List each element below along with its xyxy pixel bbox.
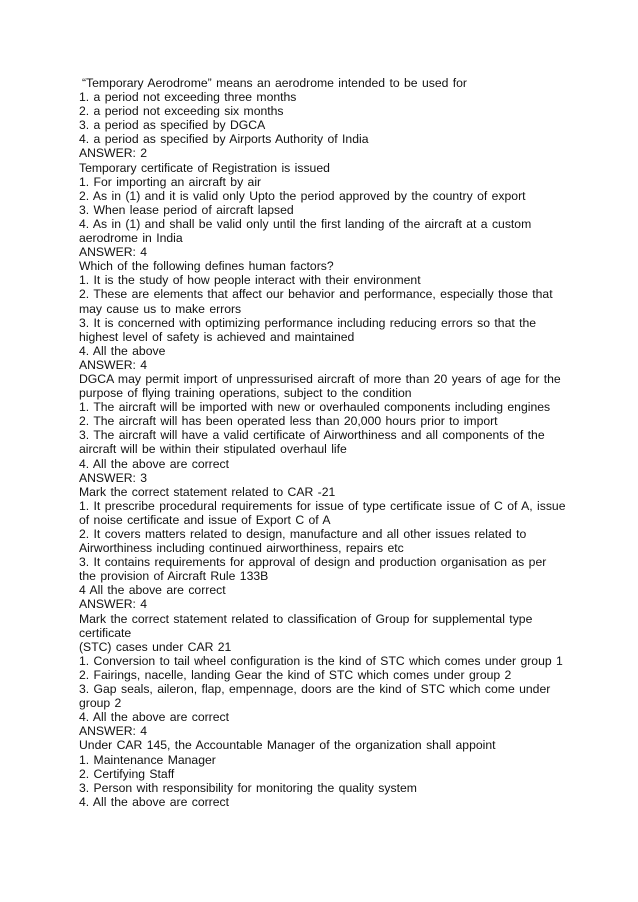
- text-line: 2. The aircraft will has been operated less than 20,000 hours prior to import: [79, 414, 498, 429]
- text-line: purpose of flying training operations, subject to the condition: [79, 386, 412, 401]
- text-line: 1. It is the study of how people interact with their environment: [79, 273, 421, 288]
- text-line: ANSWER: 4: [79, 724, 148, 739]
- text-line: 2. It covers matters related to design, manufacture and all other issues related to: [79, 527, 527, 541]
- text-line: 1. For importing an aircraft by air: [79, 174, 262, 189]
- text-line: 3. It contains requirements for approval of design and production organisation as per: [79, 555, 547, 570]
- text-line: ANSWER: 4: [79, 597, 148, 612]
- text-line: ANSWER: 2: [79, 146, 148, 161]
- text-line: 4. All the above are correct: [79, 710, 229, 725]
- text-line: Under CAR 145, the Accountable Manager of the organization shall appoint: [79, 738, 496, 753]
- text-line: DGCA may permit import of unpressurised aircraft of more than 20 years of age for the: [79, 371, 561, 386]
- document-text: [79, 76, 566, 809]
- text-line: certificate: [79, 625, 132, 640]
- text-line: ANSWER: 4: [79, 245, 148, 260]
- text-line: 1. Maintenance Manager: [79, 752, 216, 767]
- text-line: “Temporary Aerodrome” means an aerodrome intended to be used for: [82, 76, 467, 90]
- text-line: may cause us to make errors: [79, 301, 242, 316]
- text-line: 2. Fairings, nacelle, landing Gear the kind of STC which comes under group 2: [79, 667, 512, 682]
- text-line: (STC) cases under CAR 21: [79, 639, 232, 654]
- text-line: 3. Gap seals, aileron, flap, empennage, doors are the kind of STC which come under: [79, 682, 551, 697]
- text-line: ANSWER: 3: [79, 470, 148, 485]
- text-line: Mark the correct statement related to classification of Group for supplemental type: [79, 611, 533, 626]
- text-line: Which of the following defines human factors?: [79, 259, 334, 274]
- text-line: 1. Conversion to tail wheel configuration is the kind of STC which comes under group 1: [79, 653, 563, 668]
- text-line: 4. a period as specified by Airports Authority of India: [79, 132, 369, 147]
- text-line: 3. When lease period of aircraft lapsed: [79, 202, 294, 217]
- text-line: 4. All the above are correct: [79, 794, 229, 809]
- text-line: the provision of Aircraft Rule 133B: [79, 569, 269, 584]
- text-line: 2. As in (1) and it is valid only Upto the period approved by the country of export: [79, 188, 526, 203]
- text-line: Mark the correct statement related to CAR -21: [79, 484, 336, 499]
- text-line: group 2: [79, 696, 122, 711]
- text-line: 3. a period as specified by DGCA: [79, 118, 266, 133]
- text-line: 4. All the above are correct: [79, 456, 229, 471]
- text-line: Temporary certificate of Registration is issued: [79, 160, 330, 175]
- text-line: aircraft will be within their stipulated overhaul life: [79, 442, 347, 457]
- text-line: highest level of safety is achieved and maintained: [79, 329, 355, 344]
- text-line: 1. It prescribe procedural requirements for issue of type certificate issue of C of A, issue: [79, 498, 566, 513]
- text-line: 3. Person with responsibility for monitoring the quality system: [79, 780, 417, 795]
- text-line: of noise certificate and issue of Export C of A: [79, 512, 331, 527]
- text-line: 2. Certifying Staff: [79, 766, 175, 781]
- text-line: 2. These are elements that affect our behavior and performance, especially those that: [79, 287, 553, 302]
- text-line: 4. All the above: [79, 343, 166, 358]
- text-line: 4 All the above are correct: [79, 583, 226, 598]
- text-line: 3. It is concerned with optimizing performance including reducing errors so that the: [79, 315, 537, 330]
- text-line: 1. a period not exceeding three months: [79, 90, 297, 105]
- text-line: aerodrome in India: [79, 231, 183, 246]
- text-line: 3. The aircraft will have a valid certificate of Airworthiness and all components of the: [79, 428, 545, 443]
- text-line: 4. As in (1) and shall be valid only until the first landing of the aircraft at a custom: [79, 216, 532, 231]
- text-line: 1. The aircraft will be imported with new or overhauled components including engines: [79, 400, 551, 415]
- text-line: ANSWER: 4: [79, 357, 148, 372]
- text-line: 2. a period not exceeding six months: [79, 104, 284, 119]
- text-line: Airworthiness including continued airworthiness, repairs etc: [79, 541, 404, 556]
